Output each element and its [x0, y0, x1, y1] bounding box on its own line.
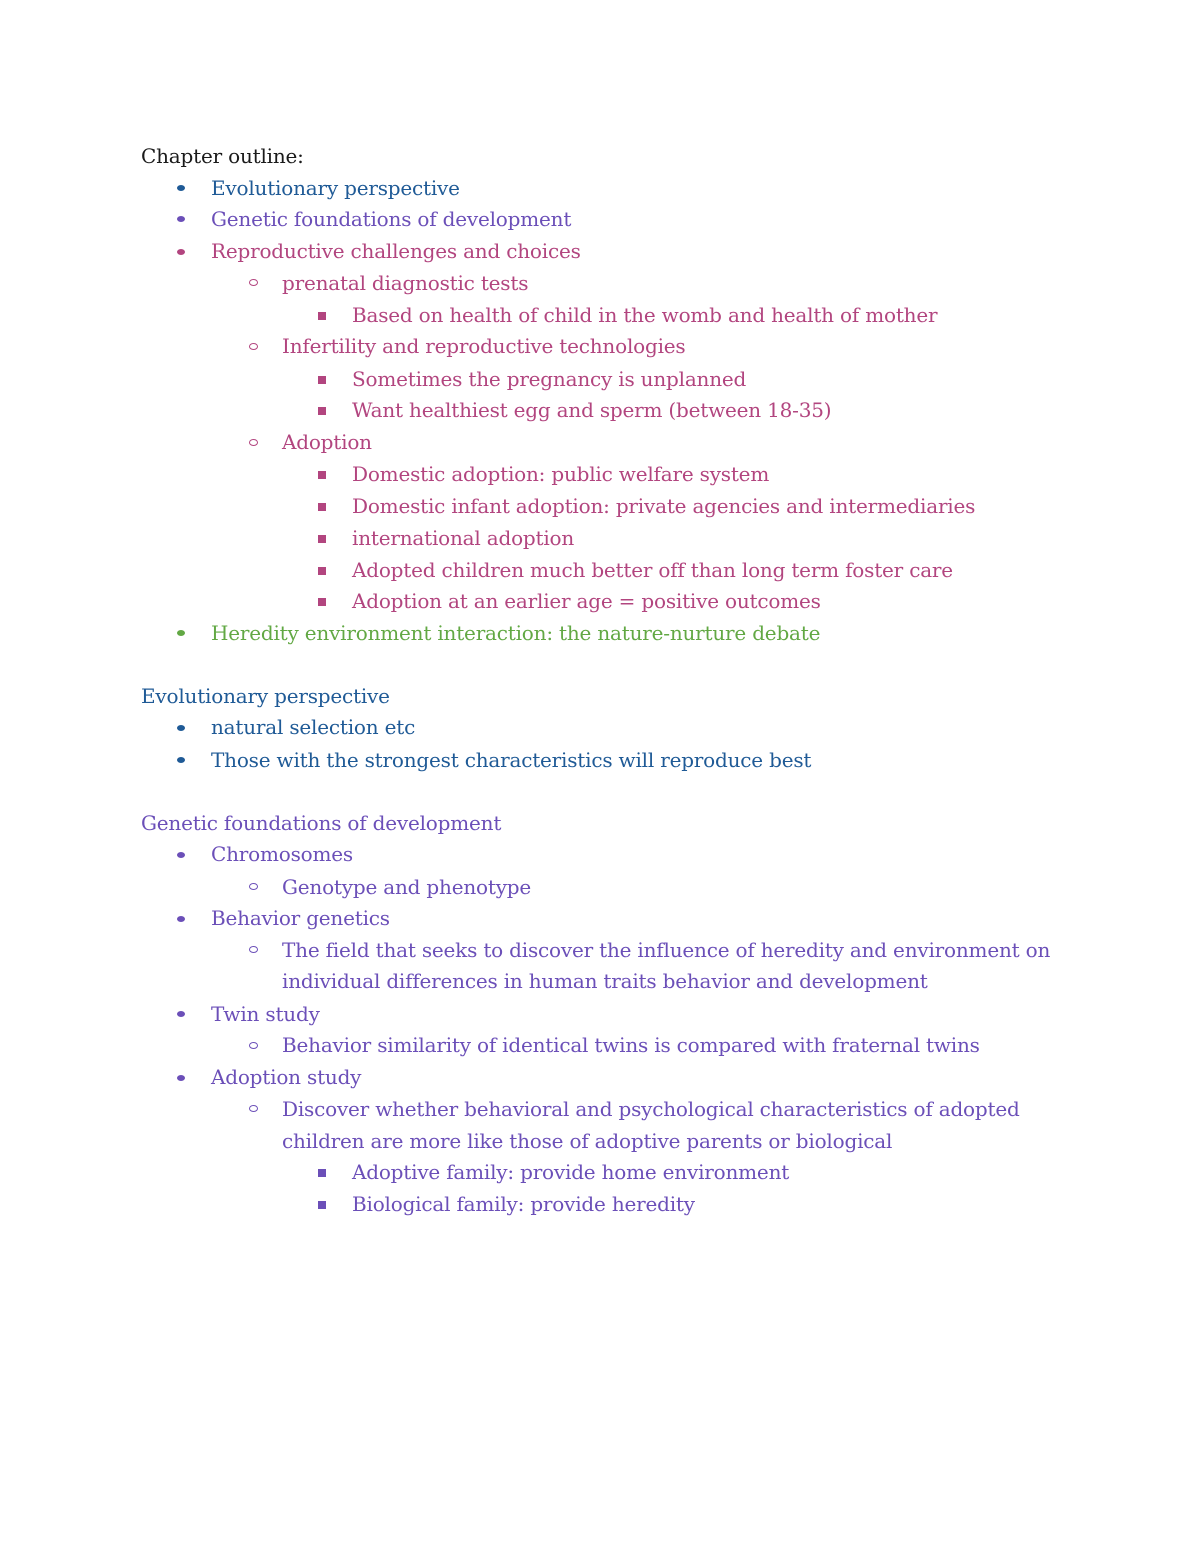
bullet-dot-icon — [177, 757, 185, 763]
bullet-square-icon — [318, 1201, 326, 1209]
outline-item: Evolutionary perspective — [211, 176, 460, 200]
outline-subsubitem: Adoption at an earlier age = positive outcomes — [352, 589, 821, 613]
bullet-dot-icon — [177, 852, 185, 858]
genetic-subitem: Genotype and phenotype — [282, 875, 532, 899]
genetic-subitem-continued: children are more like those of adoptive parents or biological — [282, 1129, 893, 1153]
outline-item: Genetic foundations of development — [211, 207, 572, 231]
evolutionary-item: Those with the strongest characteristics will reproduce best — [211, 748, 812, 772]
evolutionary-heading: Evolutionary perspective — [141, 684, 390, 708]
outline-subsubitem: international adoption — [352, 526, 575, 550]
chapter-outline-heading: Chapter outline: — [141, 144, 304, 168]
outline-item: Heredity environment interaction: the nature-nurture debate — [211, 621, 821, 645]
bullet-circle-icon — [249, 946, 258, 953]
bullet-circle-icon — [249, 1042, 258, 1049]
bullet-dot-icon — [177, 216, 185, 222]
evolutionary-item: natural selection etc — [211, 715, 416, 739]
bullet-circle-icon — [249, 1105, 258, 1112]
bullet-square-icon — [318, 407, 326, 415]
genetic-subsubitem: Adoptive family: provide home environment — [352, 1160, 790, 1184]
outline-subitem: Adoption — [282, 430, 372, 454]
bullet-dot-icon — [177, 630, 185, 636]
bullet-circle-icon — [249, 439, 258, 446]
bullet-square-icon — [318, 471, 326, 479]
genetic-heading: Genetic foundations of development — [141, 811, 502, 835]
bullet-square-icon — [318, 598, 326, 606]
bullet-dot-icon — [177, 916, 185, 922]
bullet-circle-icon — [249, 343, 258, 350]
bullet-circle-icon — [249, 279, 258, 286]
outline-subsubitem: Adopted children much better off than long term foster care — [352, 558, 953, 582]
bullet-square-icon — [318, 503, 326, 511]
outline-subsubitem: Want healthiest egg and sperm (between 18-35) — [352, 398, 832, 422]
bullet-dot-icon — [177, 185, 185, 191]
bullet-square-icon — [318, 567, 326, 575]
outline-subsubitem: Based on health of child in the womb and health of mother — [352, 303, 938, 327]
outline-subsubitem: Domestic adoption: public welfare system — [352, 462, 770, 486]
outline-item: Reproductive challenges and choices — [211, 239, 581, 263]
genetic-subitem: Behavior similarity of identical twins is compared with fraternal twins — [282, 1033, 980, 1057]
bullet-square-icon — [318, 535, 326, 543]
genetic-item: Chromosomes — [211, 842, 353, 866]
genetic-subitem: The field that seeks to discover the influence of heredity and environment on — [282, 938, 1051, 962]
outline-subitem: Infertility and reproductive technologies — [282, 334, 686, 358]
genetic-item: Behavior genetics — [211, 906, 390, 930]
bullet-dot-icon — [177, 725, 185, 731]
bullet-circle-icon — [249, 883, 258, 890]
bullet-square-icon — [318, 376, 326, 384]
bullet-dot-icon — [177, 249, 185, 255]
genetic-item: Twin study — [211, 1002, 320, 1026]
bullet-dot-icon — [177, 1011, 185, 1017]
outline-subitem: prenatal diagnostic tests — [282, 271, 529, 295]
bullet-square-icon — [318, 312, 326, 320]
genetic-subitem: Discover whether behavioral and psychological characteristics of adopted — [282, 1097, 1020, 1121]
genetic-item: Adoption study — [211, 1065, 362, 1089]
outline-subsubitem: Domestic infant adoption: private agencies and intermediaries — [352, 494, 976, 518]
bullet-dot-icon — [177, 1075, 185, 1081]
outline-subsubitem: Sometimes the pregnancy is unplanned — [352, 367, 747, 391]
bullet-square-icon — [318, 1169, 326, 1177]
genetic-subsubitem: Biological family: provide heredity — [352, 1192, 695, 1216]
genetic-subitem-continued: individual differences in human traits behavior and development — [282, 969, 928, 993]
